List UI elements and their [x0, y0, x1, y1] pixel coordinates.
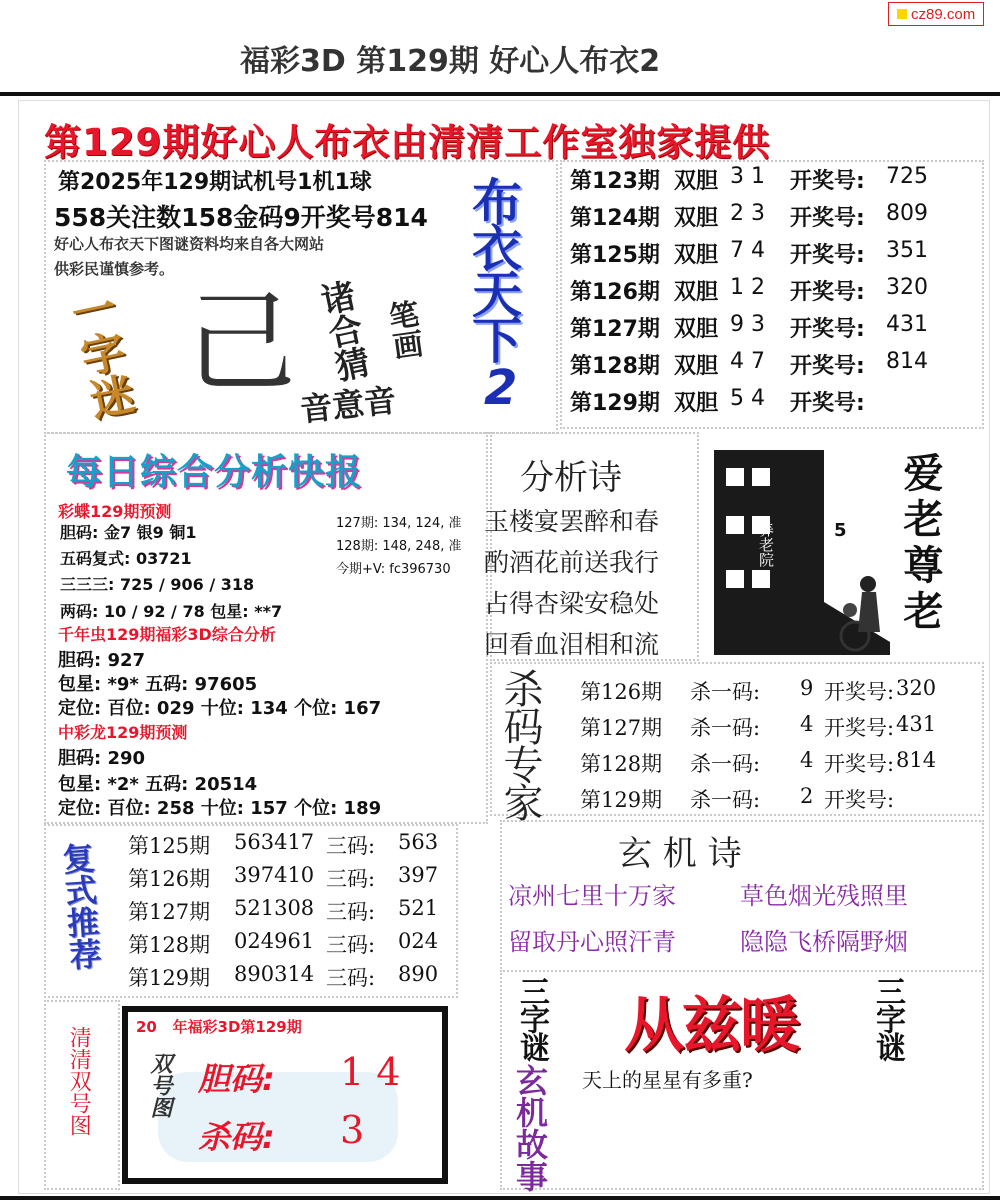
kill-prize-label: 开奖号: [824, 680, 895, 704]
history-issue: 第128期 [570, 354, 660, 379]
history-label: 双胆 [674, 169, 719, 194]
kill-label: 杀一码: [690, 680, 761, 704]
kill-num: 9 [800, 676, 814, 700]
header-title: 福彩3D 第129期 好心人布衣2 [240, 44, 661, 79]
kill-prize-label: 开奖号: [824, 752, 895, 776]
poem1-line: 回看血泪相和流 [484, 630, 660, 659]
kill-issue: 第129期 [580, 788, 663, 812]
elder-building-label: 养老院 [757, 522, 775, 567]
kill-label: 杀一码: [690, 788, 761, 812]
zhongcai-line3: 定位: 百位: 258 十位: 157 个位: 189 [58, 798, 382, 819]
qiannian-line2: 包星: *9* 五码: 97605 [58, 674, 258, 695]
kill-num: 4 [800, 712, 814, 736]
fushi-code: 397410 [234, 863, 315, 887]
qiannian-line3: 定位: 百位: 029 十位: 134 个位: 167 [58, 698, 382, 719]
story-label-b: 玄机故事 [511, 1064, 549, 1192]
fushi-label: 三码: [326, 966, 376, 990]
xuanji-title: 玄 机 诗 [618, 834, 742, 874]
watermark-text: cz89.com [911, 5, 976, 23]
intro-line3: 好心人布衣天下图谜资料均来自各大网站 [54, 235, 325, 253]
intro-line1: 第2025年129期试机号1机1球 [58, 170, 372, 195]
bottom-border [0, 1196, 1000, 1200]
history-prize-label: 开奖号: [790, 354, 865, 379]
caidie-line3: 三三三: 725 / 906 / 318 [60, 575, 255, 594]
history-prize: 725 [886, 164, 928, 189]
xuanji-l1a: 凉州七里十万家 [508, 882, 676, 910]
history-prize-label: 开奖号: [790, 243, 865, 268]
history-pair: 9 3 [730, 312, 765, 337]
fushi-code: 521308 [234, 896, 315, 920]
qingqing-label: 清清双号图 [66, 1026, 92, 1136]
side-note-1: 127期: 134, 124, 准 [336, 516, 462, 531]
kill-num: 4 [800, 748, 814, 772]
history-prize-label: 开奖号: [790, 280, 865, 305]
story-text: 天上的星星有多重? [582, 1068, 753, 1092]
riddle-clue-b: 笔画 [380, 297, 425, 363]
fushi-code: 563417 [234, 830, 315, 854]
daily-title: 每日综合分析快报 [66, 452, 363, 493]
riddle-clue-c: 音意音 [298, 381, 398, 429]
history-pair: 4 7 [730, 349, 765, 374]
fushi-label: 三码: [326, 933, 376, 957]
history-prize: 431 [886, 312, 928, 337]
history-issue: 第125期 [570, 243, 660, 268]
fushi-three: 024 [398, 929, 439, 953]
fushi-code: 024961 [234, 929, 315, 953]
elder-slogan: 爱老尊老 [897, 452, 943, 636]
xuanji-l2a: 留取丹心照汗青 [508, 928, 676, 956]
intro-line4: 供彩民谨慎参考。 [54, 260, 175, 278]
kill-issue: 第127期 [580, 716, 663, 740]
shuanghao-sha-value: 3 [340, 1108, 365, 1152]
history-prize: 351 [886, 238, 928, 263]
shuanghao-dan-label: 胆码: [198, 1060, 275, 1098]
history-issue: 第127期 [570, 317, 660, 342]
watermark-icon [897, 9, 907, 19]
shuanghao-card [122, 1006, 448, 1184]
xuanji-l1b: 草色烟光残照里 [740, 882, 908, 910]
brand-vertical: 布衣天下 [464, 176, 522, 360]
story-label-a: 三字谜 [514, 976, 549, 1060]
zhongcai-line1: 胆码: 290 [58, 748, 146, 769]
history-issue: 第124期 [570, 206, 660, 231]
history-prize-label: 开奖号: [790, 206, 865, 231]
kill-prize: 814 [896, 748, 937, 772]
banner-title: 第129期好心人布衣由清清工作室独家提供 [44, 121, 771, 164]
fushi-three: 563 [398, 830, 439, 854]
history-prize: 320 [886, 275, 928, 300]
fushi-issue: 第129期 [128, 966, 211, 990]
history-label: 双胆 [674, 391, 719, 416]
kill-prize-label: 开奖号: [824, 788, 895, 812]
kill-prize-label: 开奖号: [824, 716, 895, 740]
history-label: 双胆 [674, 354, 719, 379]
story-label-c: 三字谜 [870, 976, 905, 1060]
kill-num: 2 [800, 784, 814, 808]
shuanghao-header: 20 年福彩3D第129期 [136, 1018, 302, 1036]
fushi-label: 三码: [326, 834, 376, 858]
history-label: 双胆 [674, 317, 719, 342]
shuanghao-sha-label: 杀码: [198, 1118, 275, 1156]
history-label: 双胆 [674, 243, 719, 268]
side-note-3: 今期+V: fc396730 [336, 562, 451, 577]
kill-prize: 320 [896, 676, 937, 700]
qiannian-title: 千年虫129期福彩3D综合分析 [58, 625, 276, 644]
story-big: 从兹暖 [624, 991, 798, 1061]
history-prize-label: 开奖号: [790, 169, 865, 194]
poem1-line: 酌酒花前送我行 [484, 548, 660, 577]
history-pair: 5 4 [730, 386, 765, 411]
fushi-three: 397 [398, 863, 439, 887]
kill-label: 杀码专家 [497, 668, 543, 820]
elder-number: 5 [834, 520, 847, 541]
poem1-line: 玉楼宴罢醉和春 [484, 507, 660, 536]
riddle-label: 一字迷 [59, 284, 138, 424]
history-label: 双胆 [674, 280, 719, 305]
fushi-issue: 第126期 [128, 867, 211, 891]
history-prize: 809 [886, 201, 928, 226]
shuanghao-side: 双号图 [147, 1052, 172, 1118]
shuanghao-dan-value: 1 4 [340, 1050, 401, 1094]
fushi-label: 复式推荐 [56, 840, 104, 972]
fushi-three: 521 [398, 896, 439, 920]
history-issue: 第129期 [570, 391, 660, 416]
history-pair: 1 2 [730, 275, 765, 300]
kill-label: 杀一码: [690, 716, 761, 740]
history-prize-label: 开奖号: [790, 391, 865, 416]
caidie-line2: 五码复式: 03721 [60, 549, 192, 568]
caidie-title: 彩蝶129期预测 [58, 502, 172, 521]
qiannian-line1: 胆码: 927 [58, 650, 146, 671]
caidie-line4: 两码: 10 / 92 / 78 包星: **7 [60, 602, 283, 621]
history-label: 双胆 [674, 206, 719, 231]
history-prize-label: 开奖号: [790, 317, 865, 342]
xuanji-l2b: 隐隐飞桥隔野烟 [740, 928, 908, 956]
fushi-label: 三码: [326, 900, 376, 924]
history-pair: 2 3 [730, 201, 765, 226]
top-border [0, 92, 1000, 96]
zhongcai-line2: 包星: *2* 五码: 20514 [58, 774, 258, 795]
fushi-issue: 第128期 [128, 933, 211, 957]
brand-number: 2 [484, 360, 518, 416]
history-issue: 第123期 [570, 169, 660, 194]
watermark[interactable] [888, 2, 984, 26]
intro-line2: 558关注数158金码9开奖号814 [54, 203, 428, 232]
kill-prize: 431 [896, 712, 937, 736]
history-pair: 3 1 [730, 164, 765, 189]
poem1-line: 占得杏梁安稳处 [484, 589, 660, 618]
history-prize: 814 [886, 349, 928, 374]
caidie-line1: 胆码: 金7 银9 铜1 [60, 523, 197, 542]
history-pair: 7 4 [730, 238, 765, 263]
fushi-issue: 第125期 [128, 834, 211, 858]
history-issue: 第126期 [570, 280, 660, 305]
fushi-three: 890 [398, 962, 439, 986]
fushi-issue: 第127期 [128, 900, 211, 924]
kill-label: 杀一码: [690, 752, 761, 776]
elder-image [700, 432, 982, 657]
fushi-label: 三码: [326, 867, 376, 891]
poem1-title: 分析诗 [520, 458, 622, 498]
kill-issue: 第126期 [580, 680, 663, 704]
side-note-2: 128期: 148, 248, 准 [336, 539, 462, 554]
zhongcai-title: 中彩龙129期预测 [58, 723, 188, 742]
fushi-code: 890314 [234, 962, 315, 986]
kill-issue: 第128期 [580, 752, 663, 776]
riddle-glyph: 己 [186, 279, 296, 407]
riddle-clue-a: 诸合猜 [311, 277, 373, 386]
